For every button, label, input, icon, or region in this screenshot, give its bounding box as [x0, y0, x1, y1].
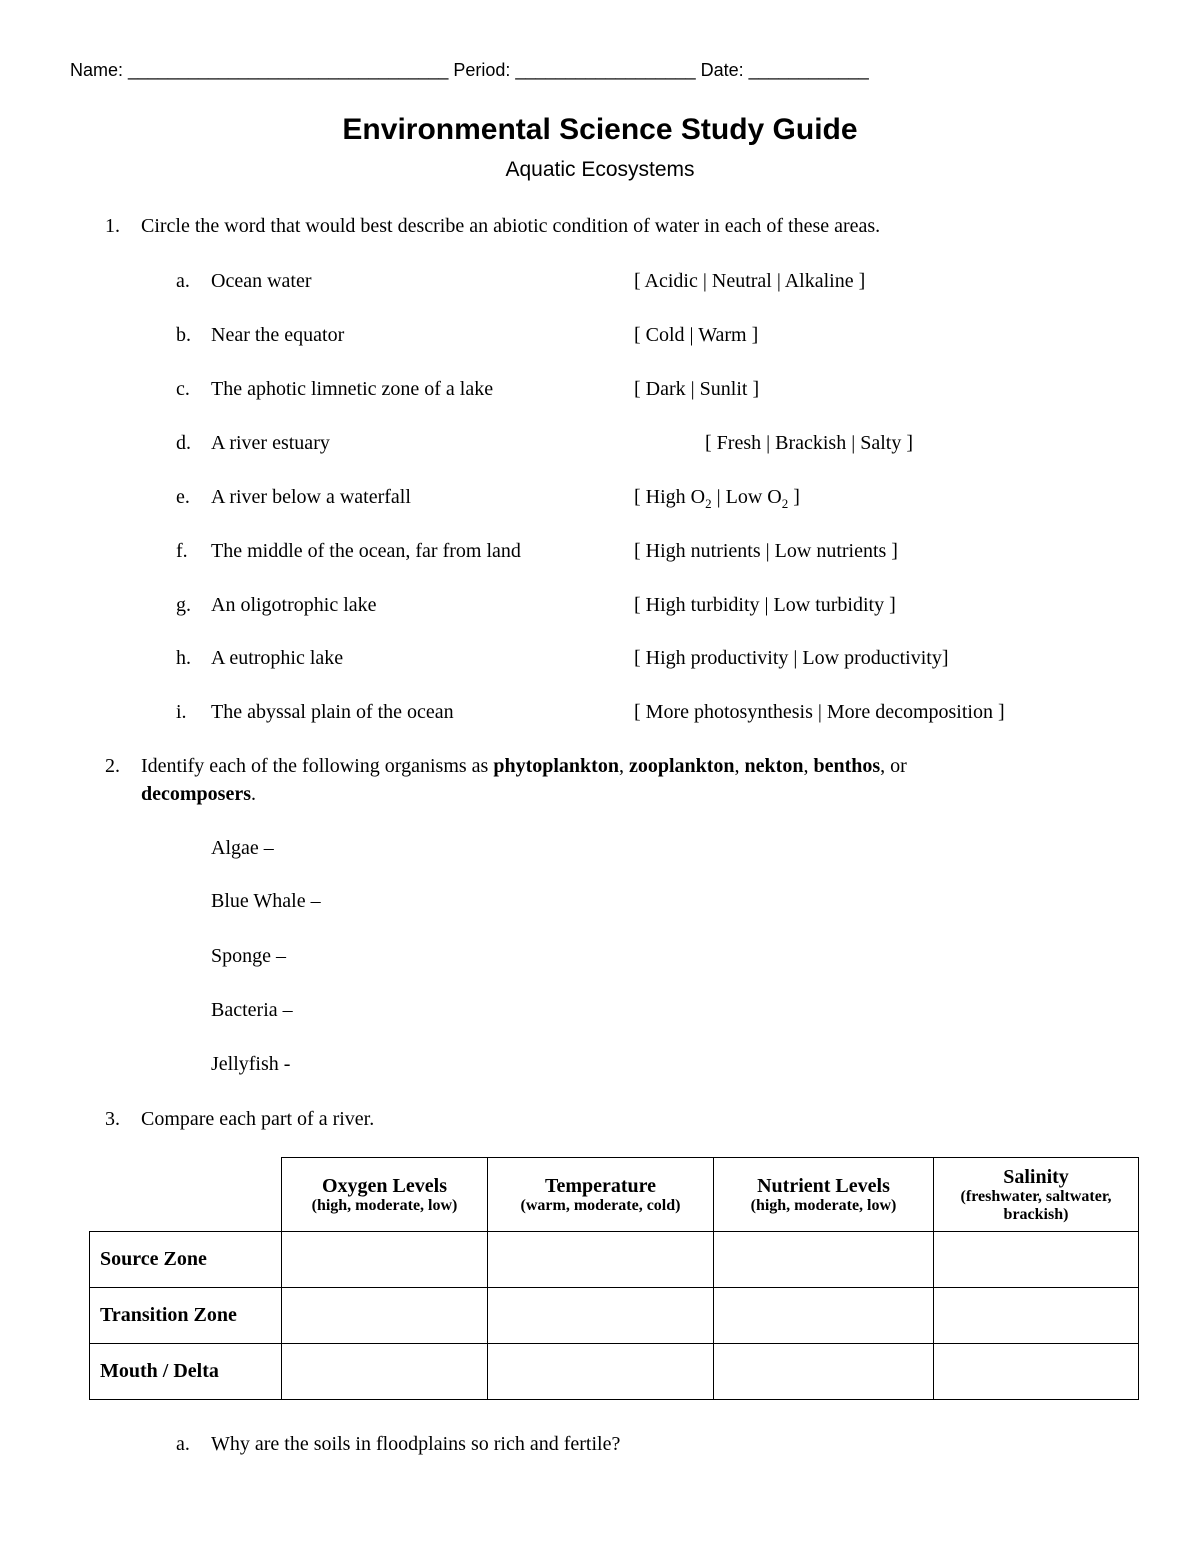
- table-row: [90, 1288, 1139, 1344]
- column-subtitle: (high, moderate, low): [750, 1196, 897, 1214]
- item-letter: g.: [176, 594, 191, 616]
- item-letter: a.: [176, 270, 190, 292]
- organism-jellyfish: Jellyfish -: [211, 1053, 291, 1075]
- question-2-text-cont: [141, 783, 256, 806]
- column-title: Salinity: [1003, 1165, 1069, 1188]
- item-choices[interactable]: [ Fresh | Brackish | Salty ]: [705, 432, 913, 454]
- subscript: 2: [781, 496, 789, 511]
- item-choices[interactable]: [ High productivity | Low productivity]: [634, 647, 949, 669]
- question-2-text: [141, 755, 907, 778]
- column-header-temperature: [488, 1158, 714, 1232]
- organism-sponge: Sponge –: [211, 945, 286, 967]
- column-header-nutrients: [714, 1158, 934, 1232]
- column-subtitle: (high, moderate, low): [311, 1196, 458, 1214]
- column-subtitle: (freshwater, saltwater, brackish): [960, 1187, 1112, 1223]
- answer-cell[interactable]: [934, 1344, 1139, 1400]
- organism-algae: Algae –: [211, 837, 274, 859]
- question-3-text: Compare each part of a river.: [141, 1108, 375, 1130]
- page-title: Environmental Science Study Guide: [342, 113, 858, 146]
- answer-cell[interactable]: [934, 1288, 1139, 1344]
- item-text: A river estuary: [211, 432, 330, 454]
- answer-cell[interactable]: [714, 1344, 934, 1400]
- question-1-number: 1.: [105, 215, 120, 237]
- table-header-row: [90, 1158, 1139, 1232]
- item-text: Ocean water: [211, 270, 312, 292]
- item-choices[interactable]: [ High turbidity | Low turbidity ]: [634, 594, 896, 616]
- term-phytoplankton: phytoplankton: [493, 755, 619, 777]
- item-choices[interactable]: [ More photosynthesis | More decomposition ]: [634, 701, 1005, 723]
- item-letter: f.: [176, 540, 188, 562]
- term-benthos: benthos: [813, 755, 881, 777]
- separator: ,: [734, 755, 745, 777]
- item-letter: d.: [176, 432, 191, 454]
- q2-intro: Identify each of the following organisms as: [141, 755, 494, 777]
- item-text: The aphotic limnetic zone of a lake: [211, 378, 494, 400]
- table-row: [90, 1232, 1139, 1288]
- answer-cell[interactable]: [488, 1288, 714, 1344]
- item-text: The abyssal plain of the ocean: [211, 701, 454, 723]
- choice-part: | Low O: [711, 486, 782, 508]
- choice-part: ]: [788, 486, 800, 508]
- river-comparison-table: [89, 1157, 1139, 1400]
- separator: ,: [803, 755, 814, 777]
- item-letter: c.: [176, 378, 190, 400]
- column-title: Oxygen Levels: [322, 1174, 447, 1197]
- item-text: An oligotrophic lake: [211, 594, 377, 616]
- table-row: [90, 1344, 1139, 1400]
- term-nekton: nekton: [744, 755, 804, 777]
- answer-cell[interactable]: [934, 1232, 1139, 1288]
- row-label-source-zone: Source Zone: [90, 1232, 282, 1288]
- term-zooplankton: zooplankton: [628, 755, 735, 777]
- column-header-oxygen: [282, 1158, 488, 1232]
- organism-blue-whale: Blue Whale –: [211, 890, 321, 912]
- item-choices[interactable]: [ Dark | Sunlit ]: [634, 378, 760, 400]
- item-letter: i.: [176, 701, 187, 723]
- item-choices[interactable]: [ High nutrients | Low nutrients ]: [634, 540, 898, 562]
- row-label-transition-zone: Transition Zone: [90, 1288, 282, 1344]
- item-letter: e.: [176, 486, 190, 508]
- page-subtitle: Aquatic Ecosystems: [505, 158, 695, 181]
- answer-cell[interactable]: [282, 1288, 488, 1344]
- separator: , or: [880, 755, 907, 777]
- column-title: Temperature: [544, 1174, 657, 1197]
- question-1-text: Circle the word that would best describe an abiotic condition of water in each of these areas.: [141, 215, 881, 237]
- row-label-mouth-delta: Mouth / Delta: [90, 1344, 282, 1400]
- answer-cell[interactable]: [714, 1232, 934, 1288]
- question-2-number: 2.: [105, 755, 120, 777]
- item-choices[interactable]: [ Cold | Warm ]: [634, 324, 759, 346]
- answer-cell[interactable]: [714, 1288, 934, 1344]
- answer-cell[interactable]: [282, 1232, 488, 1288]
- answer-cell[interactable]: [488, 1344, 714, 1400]
- subquestion-letter: a.: [176, 1433, 190, 1455]
- answer-cell[interactable]: [488, 1232, 714, 1288]
- period: .: [250, 783, 256, 805]
- organism-bacteria: Bacteria –: [211, 999, 293, 1021]
- item-choices[interactable]: [ Acidic | Neutral | Alkaline ]: [634, 270, 866, 292]
- column-subtitle: (warm, moderate, cold): [520, 1196, 681, 1214]
- item-choices[interactable]: [634, 486, 800, 512]
- subscript: 2: [705, 496, 712, 511]
- choice-part: [ High O: [634, 486, 706, 508]
- item-letter: b.: [176, 324, 191, 346]
- column-header-salinity: [934, 1158, 1139, 1232]
- separator: ,: [618, 755, 629, 777]
- subquestion-text: Why are the soils in floodplains so rich and fertile?: [211, 1433, 621, 1455]
- item-text: Near the equator: [211, 324, 345, 346]
- item-letter: h.: [176, 647, 191, 669]
- term-decomposers: decomposers: [141, 783, 251, 805]
- item-text: The middle of the ocean, far from land: [211, 540, 521, 562]
- student-info-header: Name: ________________________________ Period: __________________ Date: ____________: [70, 60, 869, 80]
- table-corner-cell: [90, 1158, 282, 1232]
- question-3-number: 3.: [105, 1108, 120, 1130]
- column-title: Nutrient Levels: [757, 1174, 890, 1197]
- item-text: A river below a waterfall: [211, 486, 411, 508]
- answer-cell[interactable]: [282, 1344, 488, 1400]
- item-text: A eutrophic lake: [211, 647, 344, 669]
